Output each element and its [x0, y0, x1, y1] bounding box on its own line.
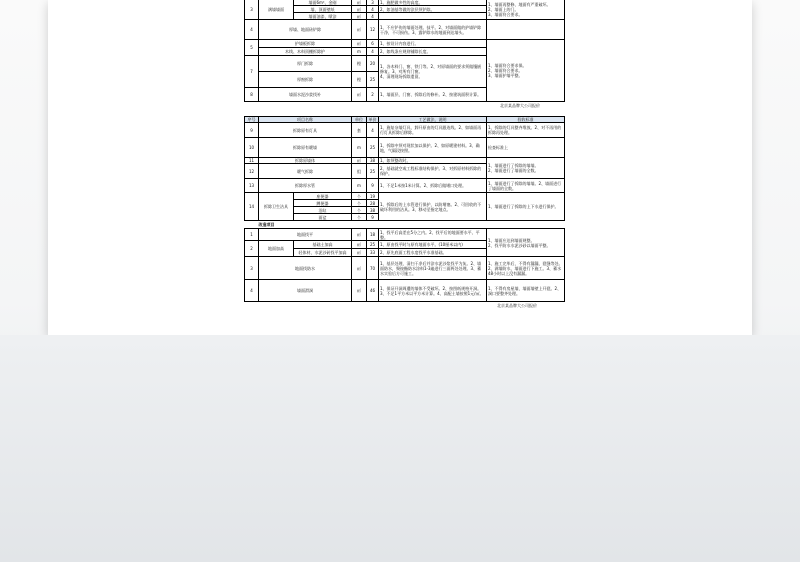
row-unit: ㎡: [352, 88, 367, 102]
row-desc: 2、如油基等做的涂层须铲除。: [379, 6, 487, 13]
section-title: 改造项目: [258, 222, 275, 227]
row-unit: ㎡: [352, 257, 367, 280]
row-desc: 1、保证开洞周遭的墙体不受破坏。2、按图纸规格开洞。3、不足1平方米以平方米计算。4、高配土墙按照1元/㎡。: [379, 280, 487, 302]
row-name: 拆除原有暖墙: [259, 138, 352, 158]
row-unit: ㎡: [352, 20, 367, 40]
desc-line: 1、各木料门、窗、铁门等。2、对原墙面的要求须做镶嵌修复。3、对所有门窗。: [380, 64, 482, 74]
row-name: 拆除原有灯具: [259, 123, 352, 138]
row-desc: 2、原先底面工程水度找平水准基础。: [379, 249, 487, 257]
row-desc: 1、施肥做多性的高度。: [379, 0, 487, 6]
row-no: 14: [245, 193, 259, 221]
acc-line: 1、墙面符合要求保。: [488, 63, 527, 68]
row-name: 拆除原墙体: [259, 158, 352, 164]
row-no: 4: [245, 280, 259, 302]
row-qty: 6: [367, 40, 379, 48]
row-sub: 木线、木料顶棚拆除护: [259, 48, 352, 56]
row-no: 3: [245, 257, 259, 280]
row-no: 7: [245, 56, 259, 88]
header-unit: 单位: [352, 117, 367, 123]
row-desc: 1、如须整改时。: [379, 158, 487, 164]
header-price: 单价: [368, 117, 377, 122]
row-desc: 1、基层处理，清扫干净后并涂水泥沙浆找平为灰。2、墙面防水，聚铵酯防水涂料1-3遍进行三面两处处理。3、蓄水实验后方可施工。: [379, 257, 487, 280]
row-no: 5: [245, 40, 259, 56]
row-sub: 座便器: [294, 193, 352, 200]
row-no: 2: [245, 241, 259, 257]
acc-line: 3、墙面护墙平整。: [488, 73, 523, 78]
row-sub: 厚门拆除: [259, 56, 352, 72]
row-desc: 1、原由找平时与原有地面水平。(10厘米以内): [379, 241, 487, 249]
row-no: 4: [245, 20, 259, 40]
row-acc: 1、墙面进行了拆除的上下水进行保护。: [487, 193, 565, 221]
row-name: 满墙墙面: [259, 0, 294, 20]
row-desc: 2、基础就空或工程标准结构保护。3、对拆原材料拆除的保护。: [379, 164, 487, 179]
acc-line: 1、墙面再整修、地面有严重破坏。: [488, 1, 551, 7]
row-sub: 浴缸: [294, 207, 352, 214]
row-acc: 1、墙面进行了拆除的墙墙。2、墙面进行了墙面的全数。: [487, 179, 565, 193]
row-unit: m: [352, 138, 367, 158]
row-unit: 套: [352, 123, 367, 138]
row-no: 10: [245, 138, 259, 158]
row-qty: 4: [367, 6, 379, 13]
row-unit: ㎡: [352, 229, 367, 241]
acc-line: 2、墙面上的门。: [488, 6, 519, 12]
row-unit: 个: [352, 207, 367, 214]
row-sub: 护墙板拆除: [259, 40, 352, 48]
row-sub: 厚窗拆除: [259, 72, 352, 88]
main-quote-table: [244, 116, 565, 302]
row-qty: 38: [367, 207, 379, 214]
row-qty: 12: [367, 20, 379, 40]
desc-line: 4、清理现场拆除遗留。: [380, 74, 423, 79]
row-desc: 1、不应铲伤的墙面处理。技平。2、对墙面做的护墙铲除干净，不可损伤。3、露铲除水的地面到达墙头。: [379, 20, 487, 40]
row-desc: 1、拆除中须对现状加以保护。2、如原暖建材料。3、确地，气隔段按照。: [379, 138, 487, 158]
row-qty: 2: [367, 88, 379, 102]
row-desc: 1、拆除后的上水管进行保护，以防堵塞。2、可回收的不破坏利用的洁具。3、移动至指定地点。: [379, 193, 487, 221]
row-name: 暖气拆除: [259, 164, 352, 179]
row-unit: 樘: [352, 56, 367, 72]
row-no: 1: [245, 229, 259, 241]
row-qty: 46: [367, 280, 379, 302]
row-qty: 4: [367, 48, 379, 56]
row-unit: ㎡: [352, 0, 367, 6]
row-no: 8: [245, 88, 259, 102]
row-no: 13: [245, 179, 259, 193]
row-acc: 1、不得有房屋墙，墙面墙壁上开裂。2、洞口要整齐处理。: [487, 280, 565, 302]
row-name: 墙面水泥沙浆找补: [259, 88, 352, 102]
row-unit: 个: [352, 193, 367, 200]
row-unit: 樘: [352, 72, 367, 88]
row-qty: 25: [367, 164, 379, 179]
company-footer: 北京某品牌大公司报价: [497, 303, 537, 308]
row-unit: m: [352, 48, 367, 56]
row-sub: 面盆: [294, 214, 352, 221]
row-desc: 1、找平后高差在5分之内。2、找平后的地面要水平、平整。: [379, 229, 487, 241]
row-name: 地面找平: [259, 229, 352, 241]
company-footer: 北京某品牌大公司报价: [500, 103, 540, 108]
header-acc: 验收标准: [487, 117, 565, 123]
acc-line: 3、墙面符合要求。: [488, 11, 523, 17]
row-acc: 1、拆除的灯具整齐堆放。2、对不再用的拆除再处理。: [487, 123, 565, 138]
row-qty: 19: [367, 193, 379, 200]
row-qty: 20: [367, 56, 379, 72]
row-qty: 25: [367, 138, 379, 158]
row-acc: [487, 20, 565, 40]
row-acc: [487, 40, 565, 102]
row-name: 拆除卫生洁具: [259, 193, 294, 221]
row-unit: ㎡: [352, 158, 367, 164]
row-name: 地面加高: [259, 241, 294, 257]
row-name: 厚墙、地面砖铲除: [259, 20, 352, 40]
row-sub: 蹲便器: [294, 200, 352, 207]
row-unit: ㎡: [352, 241, 367, 249]
row-qty: 4: [367, 13, 379, 20]
row-qty: 38: [367, 158, 379, 164]
row-acc: [487, 158, 565, 179]
row-no: 9: [245, 123, 259, 138]
header-desc: 工艺做法、说明: [379, 117, 487, 123]
row-qty: 25: [367, 241, 379, 249]
row-acc: [487, 0, 565, 20]
row-unit: 个: [352, 200, 367, 207]
acc-line: 1、墙面应达到墙面规整。: [488, 237, 535, 243]
acc-line: 1、墙面进行了拆除的墙墙。: [488, 163, 539, 168]
background-floor: [0, 335, 800, 562]
row-qty: 9: [367, 179, 379, 193]
row-desc: 1、施复杂墙灯具，卸开原由的灯具跟连线。2、如墙面再行灯具拆除后移除。: [379, 123, 487, 138]
row-unit: ㎡: [352, 249, 367, 257]
row-acc: [487, 229, 565, 257]
row-sub: 基础土加高: [294, 241, 352, 249]
row-sub: 墙面6m²、金刚: [294, 0, 352, 6]
row-desc: 1、按设计内容进行。: [379, 40, 487, 48]
acc-line: 2、找平防水水泥沙砂以墙面平整。: [488, 242, 551, 248]
row-unit: ㎡: [352, 6, 367, 13]
row-unit: 个: [352, 214, 367, 221]
acc-line: 2、墙面进行了墙面的全数。: [488, 168, 539, 173]
row-name: 地面找防水: [259, 257, 352, 280]
row-unit: 组: [352, 164, 367, 179]
row-qty: 18: [367, 229, 379, 241]
row-desc: [379, 56, 487, 88]
row-name: 拆除厚水管: [259, 179, 352, 193]
row-sub: 墙面油漆、喷涂: [294, 13, 352, 20]
row-unit: ㎡: [352, 40, 367, 48]
row-qty: 25: [367, 72, 379, 88]
row-qty: 9: [367, 214, 379, 221]
row-sub: 轻体材、水泥沙砖找平加高: [294, 249, 352, 257]
row-qty: 33: [367, 249, 379, 257]
row-no: 3: [245, 0, 259, 20]
row-desc: [379, 13, 487, 20]
acc-line: 2、墙面符合要求。: [488, 68, 523, 73]
row-name: 墙面滑洞: [259, 280, 352, 302]
row-desc: 2、如线条应规则铺除长度。: [379, 48, 487, 56]
row-desc: 1、墙面层、门窗、拆除后的修补。2、按建筑面积计算。: [379, 88, 487, 102]
top-quote-table: [244, 0, 565, 102]
row-sub: 墙、顶面壁纸: [294, 6, 352, 13]
row-desc: 1、不足1米按1米计算。2、拆除后做堵口处理。: [379, 179, 487, 193]
row-unit: ㎡: [352, 13, 367, 20]
row-qty: 3: [367, 0, 379, 6]
row-qty: 28: [367, 200, 379, 207]
row-qty: 70: [367, 257, 379, 280]
row-unit: ㎡: [352, 280, 367, 302]
row-no: 12: [245, 164, 259, 179]
row-qty: 4: [367, 123, 379, 138]
row-acc: 1、施工完毕后，不得有漏漏，裂缝等处。2、满墙防水，墙面进行下施工。3、蓄水48小时以上没有漏漏。: [487, 257, 565, 280]
row-unit: m: [352, 179, 367, 193]
header-name: 项目名称: [259, 117, 352, 123]
header-no: 序号: [245, 117, 259, 123]
row-no: 11: [245, 158, 259, 164]
row-acc: 检查标准上: [487, 138, 565, 158]
